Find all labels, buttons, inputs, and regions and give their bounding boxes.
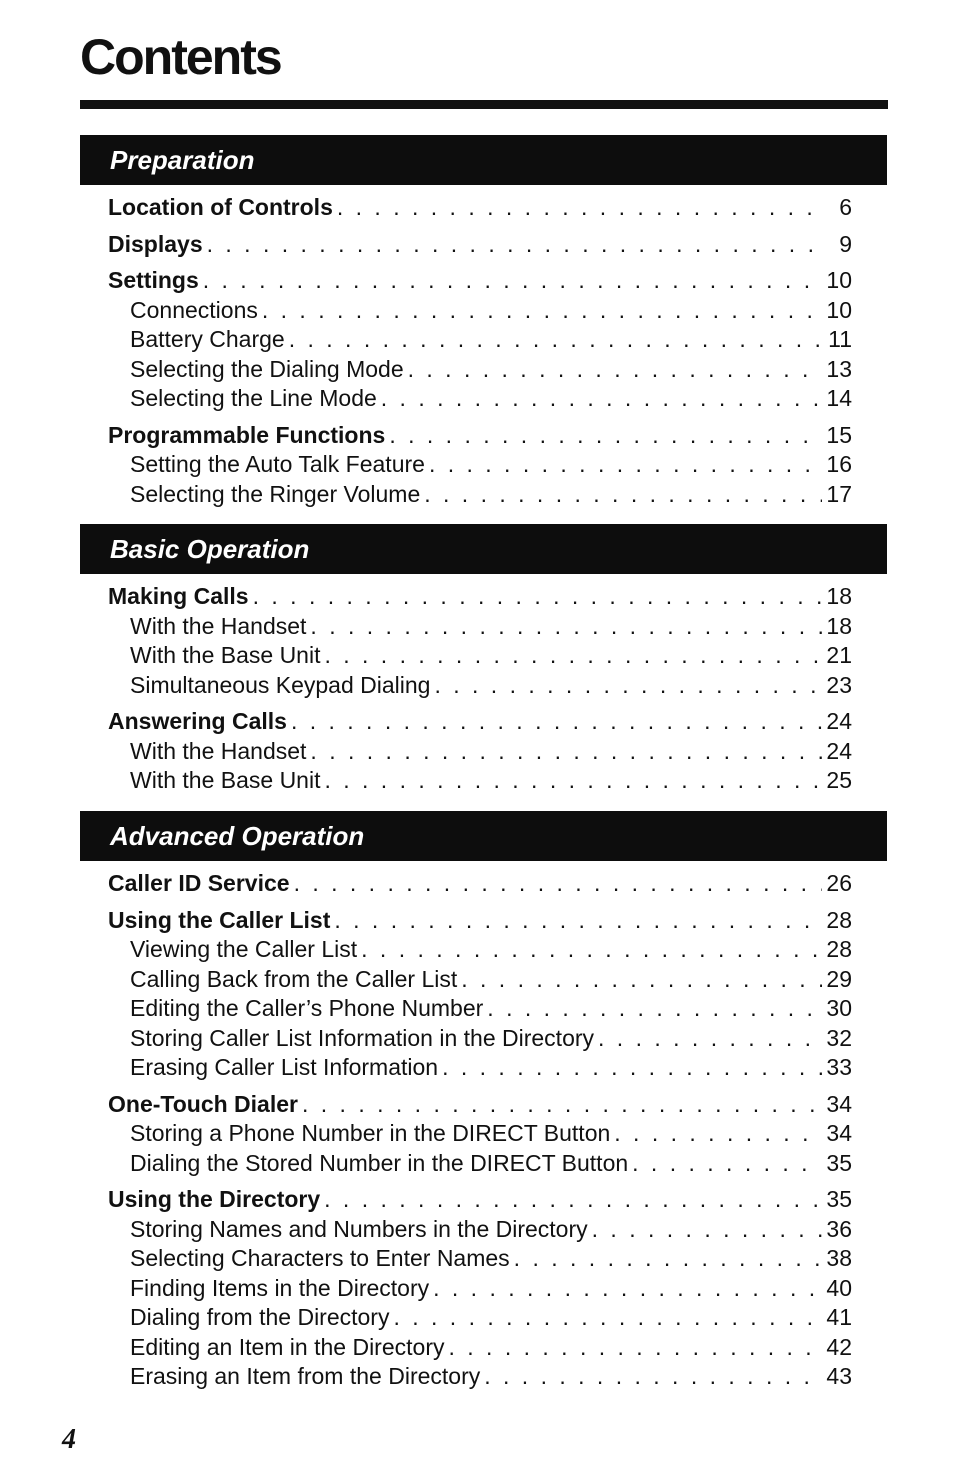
toc-entry-page: 18 <box>826 583 852 609</box>
dot-leader <box>592 1214 822 1244</box>
dot-leader <box>361 934 822 964</box>
toc-entry-label: With the Base Unit <box>130 767 321 793</box>
dot-leader <box>448 1332 822 1362</box>
dot-leader <box>484 1361 822 1391</box>
toc-entry-page: 10 <box>826 296 852 323</box>
toc-entry <box>108 420 852 450</box>
toc-subentry <box>130 1214 852 1244</box>
toc-entry-page: 18 <box>826 612 852 639</box>
dot-leader <box>442 1052 822 1082</box>
dot-leader <box>310 736 822 766</box>
toc-entry-page: 41 <box>826 1304 852 1330</box>
toc-subentry <box>130 964 852 994</box>
toc-entry <box>108 905 852 935</box>
toc-subentry <box>130 449 852 479</box>
dot-leader <box>433 1273 822 1303</box>
dot-leader <box>302 1089 822 1119</box>
toc-subentry <box>130 324 852 354</box>
toc-entry-label: Caller ID Service <box>108 870 290 896</box>
toc-entry-page: 32 <box>826 1024 852 1051</box>
toc-subentry <box>130 765 852 795</box>
section-heading: Preparation <box>80 135 887 185</box>
toc-entry-label: Dialing the Stored Number in the DIRECT Button <box>130 1149 629 1176</box>
toc-entry <box>108 706 852 736</box>
toc-entry-label: Selecting the Line Mode <box>130 385 377 411</box>
dot-leader <box>324 765 822 795</box>
toc-entry-label: Editing the Caller’s Phone Number <box>130 995 484 1021</box>
toc-entry-label: Setting the Auto Talk Feature <box>130 451 425 477</box>
toc-entry-label: Displays <box>108 230 203 257</box>
toc-entry-page: 42 <box>826 1333 852 1360</box>
dot-leader <box>291 706 822 736</box>
section-heading: Advanced Operation <box>80 811 887 861</box>
toc-entry-label: Dialing from the Directory <box>130 1304 390 1330</box>
toc-entry <box>108 581 852 611</box>
dot-leader <box>253 581 822 611</box>
toc-subentry <box>130 1361 852 1391</box>
toc-entry-label: Selecting Characters to Enter Names <box>130 1245 510 1271</box>
toc-subentry <box>130 1148 852 1178</box>
toc-entry-label: Erasing Caller List Information <box>130 1054 439 1080</box>
toc-entry-page: 34 <box>826 1090 852 1117</box>
dot-leader <box>324 640 822 670</box>
toc-entry-label: With the Handset <box>130 612 307 639</box>
toc-entry-page: 36 <box>826 1215 852 1242</box>
toc-entry-label: Connections <box>130 296 258 323</box>
dot-leader <box>262 295 822 325</box>
toc-entry-page: 35 <box>826 1186 852 1212</box>
dot-leader <box>381 383 822 413</box>
toc-entry <box>108 192 852 222</box>
toc-entry <box>108 265 852 295</box>
toc-entry-page: 26 <box>826 870 852 896</box>
toc-entry-page: 13 <box>826 355 852 382</box>
toc-entry-label: Using the Caller List <box>108 906 331 933</box>
dot-leader <box>203 265 822 295</box>
toc-entry <box>108 229 852 259</box>
toc-entry-page: 24 <box>826 708 852 734</box>
toc-subentry <box>130 1243 852 1273</box>
toc-entry-label: Selecting the Dialing Mode <box>130 355 404 382</box>
toc-subentry <box>130 383 852 413</box>
toc-entry-page: 10 <box>826 267 852 293</box>
toc-entry-label: Simultaneous Keypad Dialing <box>130 671 431 698</box>
toc-entry-page: 43 <box>826 1363 852 1389</box>
toc-entry-label: Viewing the Caller List <box>130 936 358 962</box>
toc-entry-label: Storing a Phone Number in the DIRECT Button <box>130 1120 611 1146</box>
toc-entry-label: One-Touch Dialer <box>108 1090 298 1117</box>
dot-leader <box>289 324 822 354</box>
page-number: 4 <box>62 1424 76 1455</box>
toc-subentry <box>130 1023 852 1053</box>
toc-entry <box>108 1089 852 1119</box>
toc-entry-page: 29 <box>826 965 852 992</box>
toc-entry-label: With the Base Unit <box>130 642 321 668</box>
toc-entry-label: Using the Directory <box>108 1186 321 1212</box>
toc-entry-label: Settings <box>108 267 199 293</box>
dot-leader <box>461 964 822 994</box>
section-heading: Basic Operation <box>80 524 887 574</box>
toc-subentry <box>130 1302 852 1332</box>
toc-entry-label: Erasing an Item from the Directory <box>130 1363 481 1389</box>
dot-leader <box>632 1148 822 1178</box>
toc-subentry <box>130 1273 852 1303</box>
dot-leader <box>393 1302 822 1332</box>
toc-subentry <box>130 479 852 509</box>
toc-entry-label: Calling Back from the Caller List <box>130 965 458 992</box>
toc-entry-page: 24 <box>826 737 852 764</box>
title-rule <box>80 100 888 109</box>
toc-entry-label: Making Calls <box>108 583 249 609</box>
toc-entry-label: With the Handset <box>130 737 307 764</box>
toc-subentry <box>130 1332 852 1362</box>
toc-entry-page: 17 <box>826 480 852 507</box>
toc-subentry <box>130 934 852 964</box>
toc-entry-page: 28 <box>826 936 852 962</box>
toc-subentry <box>130 611 852 641</box>
toc-entry-page: 6 <box>839 194 852 220</box>
toc-entry-label: Battery Charge <box>130 326 285 352</box>
toc-entry-page: 34 <box>826 1120 852 1146</box>
toc-subentry <box>130 354 852 384</box>
toc-subentry <box>130 993 852 1023</box>
toc-entry-page: 14 <box>826 385 852 411</box>
dot-leader <box>207 229 822 259</box>
toc-subentry <box>130 1052 852 1082</box>
toc-entry-page: 40 <box>826 1274 852 1301</box>
dot-leader <box>424 479 822 509</box>
toc-entry-page: 28 <box>826 906 852 933</box>
toc-subentry <box>130 640 852 670</box>
dot-leader <box>408 354 822 384</box>
dot-leader <box>487 993 822 1023</box>
dot-leader <box>310 611 822 641</box>
toc-entry-page: 16 <box>826 451 852 477</box>
toc-entry <box>108 868 852 898</box>
dot-leader <box>434 670 822 700</box>
toc-entry-page: 35 <box>826 1149 852 1176</box>
toc-subentry <box>130 295 852 325</box>
toc-entry-label: Programmable Functions <box>108 421 386 448</box>
toc-entry-page: 33 <box>826 1054 852 1080</box>
page-title: Contents <box>80 29 281 85</box>
toc-entry-label: Storing Names and Numbers in the Directory <box>130 1215 588 1242</box>
toc-entry-page: 25 <box>826 767 852 793</box>
toc-entry-label: Location of Controls <box>108 194 333 220</box>
toc-subentry <box>130 670 852 700</box>
toc-entry-page: 38 <box>826 1245 852 1271</box>
toc-entry-label: Storing Caller List Information in the Directory <box>130 1024 595 1051</box>
dot-leader <box>334 905 822 935</box>
dot-leader <box>324 1184 822 1214</box>
dot-leader <box>598 1023 822 1053</box>
toc-entry-page: 21 <box>826 642 852 668</box>
toc-entry-page: 9 <box>839 230 852 257</box>
toc-entry-page: 23 <box>826 671 852 698</box>
dot-leader <box>389 420 822 450</box>
toc-entry-label: Selecting the Ringer Volume <box>130 480 421 507</box>
dot-leader <box>614 1118 822 1148</box>
dot-leader <box>514 1243 822 1273</box>
dot-leader <box>337 192 822 222</box>
toc-subentry <box>130 1118 852 1148</box>
toc-entry <box>108 1184 852 1214</box>
toc-subentry <box>130 736 852 766</box>
toc-entry-label: Finding Items in the Directory <box>130 1274 430 1301</box>
toc-entry-label: Answering Calls <box>108 708 287 734</box>
dot-leader <box>429 449 822 479</box>
toc-entry-page: 11 <box>828 326 852 352</box>
toc-entry-page: 15 <box>826 421 852 448</box>
toc-entry-label: Editing an Item in the Directory <box>130 1333 445 1360</box>
dot-leader <box>294 868 822 898</box>
toc-entry-page: 30 <box>826 995 852 1021</box>
